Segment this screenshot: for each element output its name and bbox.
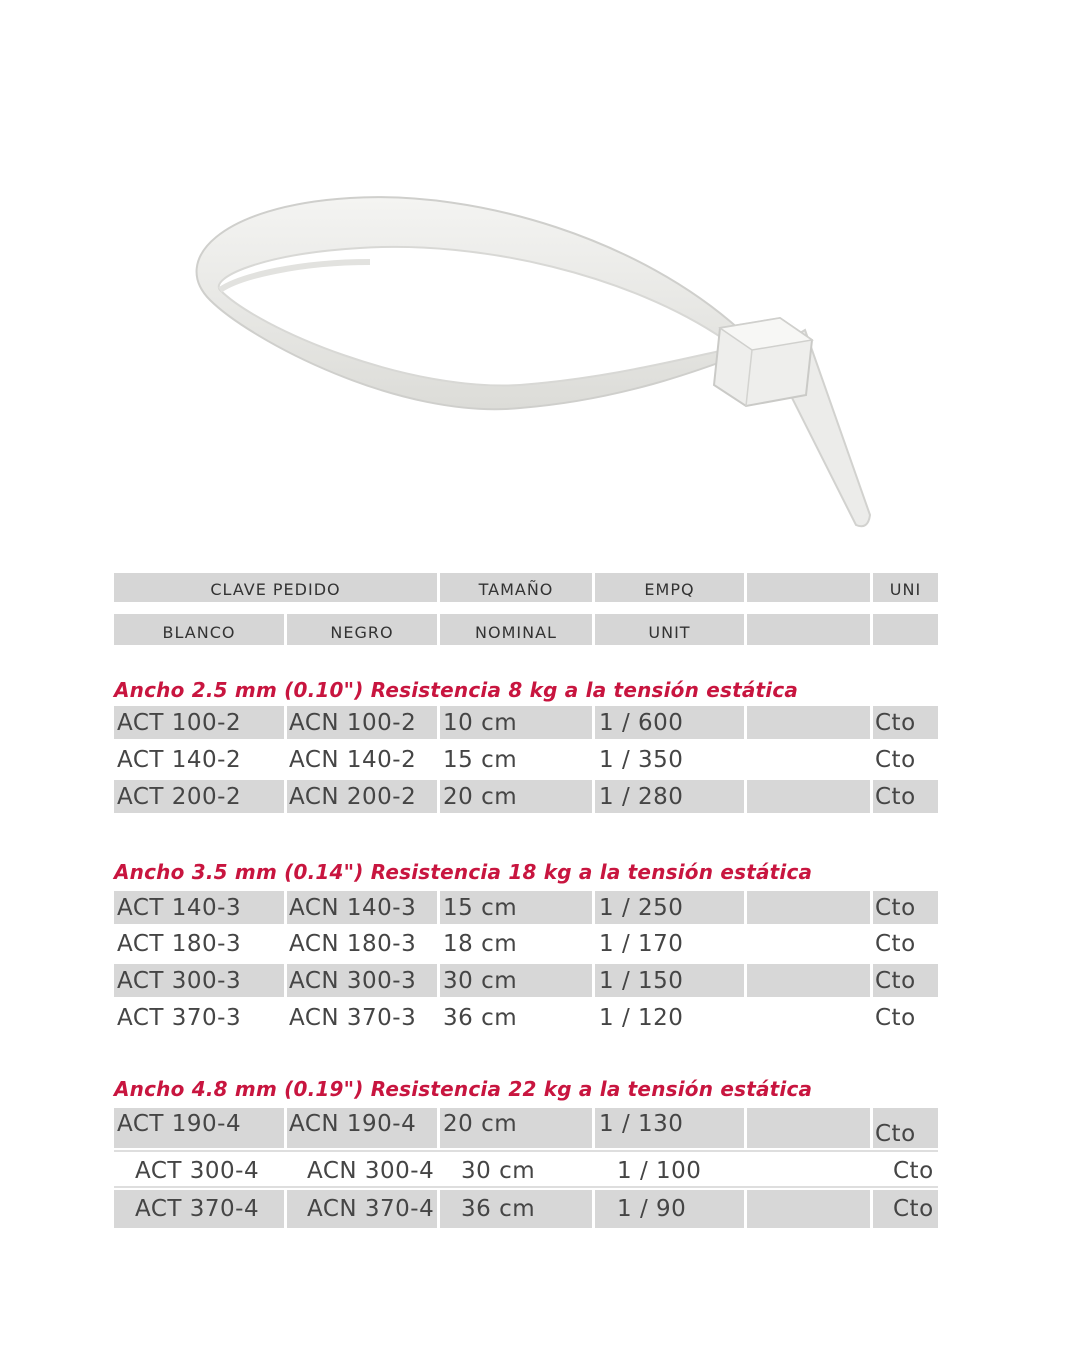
cell-uni: Cto <box>875 783 916 810</box>
cell-blanco: ACT 190-4 <box>117 1111 242 1137</box>
cell-empq: 1 / 130 <box>599 1111 684 1137</box>
cell-negro: ACN 370-3 <box>289 1004 417 1031</box>
cell-tamano: 30 cm <box>461 1157 536 1184</box>
cell-empq: 1 / 250 <box>599 894 684 921</box>
header-tamano: TAMAÑO <box>478 580 554 599</box>
cell-negro: ACN 190-4 <box>289 1111 417 1137</box>
cell-tamano: 20 cm <box>443 783 518 810</box>
header-nominal: NOMINAL <box>475 623 557 642</box>
cell-tamano: 18 cm <box>443 930 518 957</box>
header-blank-3 <box>873 614 938 645</box>
cell-empq: 1 / 120 <box>599 1004 684 1031</box>
header-negro: NEGRO <box>330 623 394 642</box>
table-row <box>114 927 938 960</box>
cell-empq: 1 / 90 <box>617 1196 687 1222</box>
header-empq: EMPQ <box>644 580 695 599</box>
cell-blanco: ACT 370-3 <box>117 1004 242 1031</box>
cell-blanco: ACT 180-3 <box>117 930 242 957</box>
cell-tamano: 20 cm <box>443 1111 518 1137</box>
cell-uni: Cto <box>875 1121 916 1147</box>
cell-tamano: 30 cm <box>443 967 518 994</box>
cell-tamano: 36 cm <box>461 1196 536 1222</box>
cell-blanco: ACT 300-4 <box>135 1157 260 1184</box>
cell-tamano: 15 cm <box>443 746 518 773</box>
cell-negro: ACN 370-4 <box>307 1196 435 1222</box>
table-row <box>114 964 938 997</box>
header-blanco: BLANCO <box>162 623 236 642</box>
cell-negro: ACN 140-3 <box>289 894 417 921</box>
header-blank-2 <box>747 614 870 645</box>
cell-uni: Cto <box>875 894 916 921</box>
cell-empq: 1 / 170 <box>599 930 684 957</box>
table-row <box>114 780 938 813</box>
cell-blanco: ACT 300-3 <box>117 967 242 994</box>
header-clave-pedido: CLAVE PEDIDO <box>210 580 341 599</box>
cell-uni: Cto <box>875 709 916 736</box>
table-header-row-1 <box>114 573 938 602</box>
cell-empq: 1 / 280 <box>599 783 684 810</box>
table-row <box>114 743 938 776</box>
table-header-row-2 <box>114 614 938 645</box>
cell-uni: Cto <box>875 746 916 773</box>
cell-uni: Cto <box>893 1157 934 1184</box>
header-uni: UNI <box>889 580 922 599</box>
cell-negro: ACN 100-2 <box>289 709 417 736</box>
cell-negro: ACN 180-3 <box>289 930 417 957</box>
cell-tamano: 10 cm <box>443 709 518 736</box>
cell-uni: Cto <box>875 1004 916 1031</box>
cell-tamano: 15 cm <box>443 894 518 921</box>
table-row <box>114 1108 938 1148</box>
cell-empq: 1 / 100 <box>617 1157 702 1184</box>
table-row <box>114 1154 938 1187</box>
table-row <box>114 891 938 924</box>
cell-blanco: ACT 140-2 <box>117 746 242 773</box>
cell-uni: Cto <box>875 930 916 957</box>
cell-uni: Cto <box>893 1196 934 1222</box>
cell-empq: 1 / 600 <box>599 709 684 736</box>
section-title: Ancho 4.8 mm (0.19") Resistencia 22 kg a la tensión estática <box>114 1077 813 1101</box>
table-row <box>114 706 938 739</box>
cell-blanco: ACT 140-3 <box>117 894 242 921</box>
cell-negro: ACN 140-2 <box>289 746 417 773</box>
cell-blanco: ACT 200-2 <box>117 783 242 810</box>
header-unit: UNIT <box>648 623 691 642</box>
cell-empq: 1 / 150 <box>599 967 684 994</box>
cell-blanco: ACT 370-4 <box>135 1196 260 1222</box>
cell-blanco: ACT 100-2 <box>117 709 242 736</box>
cell-negro: ACN 200-2 <box>289 783 417 810</box>
section-title: Ancho 3.5 mm (0.14") Resistencia 18 kg a la tensión estática <box>114 860 813 884</box>
table-row <box>114 1190 938 1228</box>
cell-empq: 1 / 350 <box>599 746 684 773</box>
cell-negro: ACN 300-3 <box>289 967 417 994</box>
section-title: Ancho 2.5 mm (0.10") Resistencia 8 kg a la tensión estática <box>114 678 799 702</box>
cell-tamano: 36 cm <box>443 1004 518 1031</box>
cell-uni: Cto <box>875 967 916 994</box>
cable-tie-icon <box>180 180 900 550</box>
header-blank <box>747 573 870 602</box>
table-row <box>114 1001 938 1034</box>
cell-negro: ACN 300-4 <box>307 1157 435 1184</box>
